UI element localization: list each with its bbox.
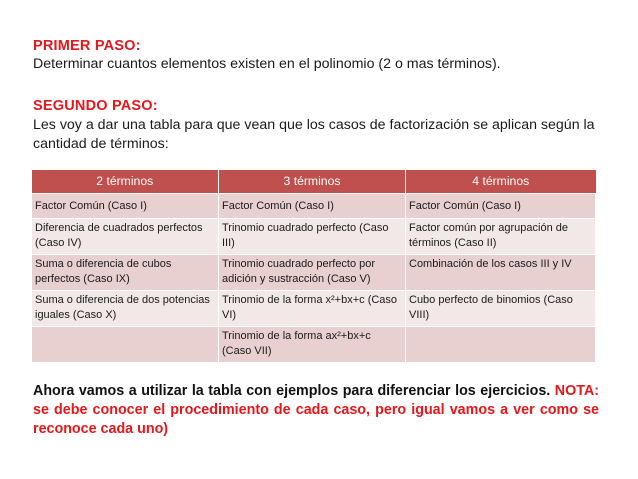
step1-text: Determinar cuantos elementos existen en el polinomio (2 o mas términos). [33,56,501,72]
closing-text: Ahora vamos a utilizar la tabla con ejemplos para diferenciar los ejercicios. [33,383,555,399]
table-cell: Trinomio de la forma ax²+bx+c (Caso VII) [219,327,406,363]
header-4-terms: 4 términos [406,170,596,194]
table-cell: Factor Común (Caso I) [219,194,406,219]
table-cell: Suma o diferencia de dos potencias iguales (Caso X) [32,291,219,327]
header-3-terms: 3 términos [219,170,406,194]
table-cell: Combinación de los casos III y IV [406,255,596,291]
factorization-cases-table [31,170,596,363]
table-row [32,327,596,363]
table-row [32,255,596,291]
table-cell: Factor común por agrupación de términos (Caso II) [406,219,596,255]
step2-title: SEGUNDO PASO: [33,98,158,114]
table-row [32,291,596,327]
table-cell [406,327,596,363]
table-cell: Diferencia de cuadrados perfectos (Caso IV) [32,219,219,255]
header-2-terms: 2 términos [32,170,219,194]
table-cell: Trinomio de la forma x²+bx+c (Caso VI) [219,291,406,327]
table-cell: Suma o diferencia de cubos perfectos (Caso IX) [32,255,219,291]
closing-note: NOTA: se debe conocer el procedimiento de cada caso, pero igual vamos a ver como se reconoce cada uno) [33,383,599,437]
step1-title: PRIMER PASO: [33,38,141,54]
table-cell [32,327,219,363]
closing-paragraph [33,382,599,439]
table-row [32,219,596,255]
table-cell: Factor Común (Caso I) [32,194,219,219]
table-cell: Factor Común (Caso I) [406,194,596,219]
table-row [32,194,596,219]
table-cell: Trinomio cuadrado perfecto (Caso III) [219,219,406,255]
table-cell: Trinomio cuadrado perfecto por adición y sustracción (Caso V) [219,255,406,291]
table-cell: Cubo perfecto de binomios (Caso VIII) [406,291,596,327]
table-header-row [32,170,596,194]
step2-text: Les voy a dar una tabla para que vean que los casos de factorización se aplican según la cantidad de términos: [33,117,595,152]
